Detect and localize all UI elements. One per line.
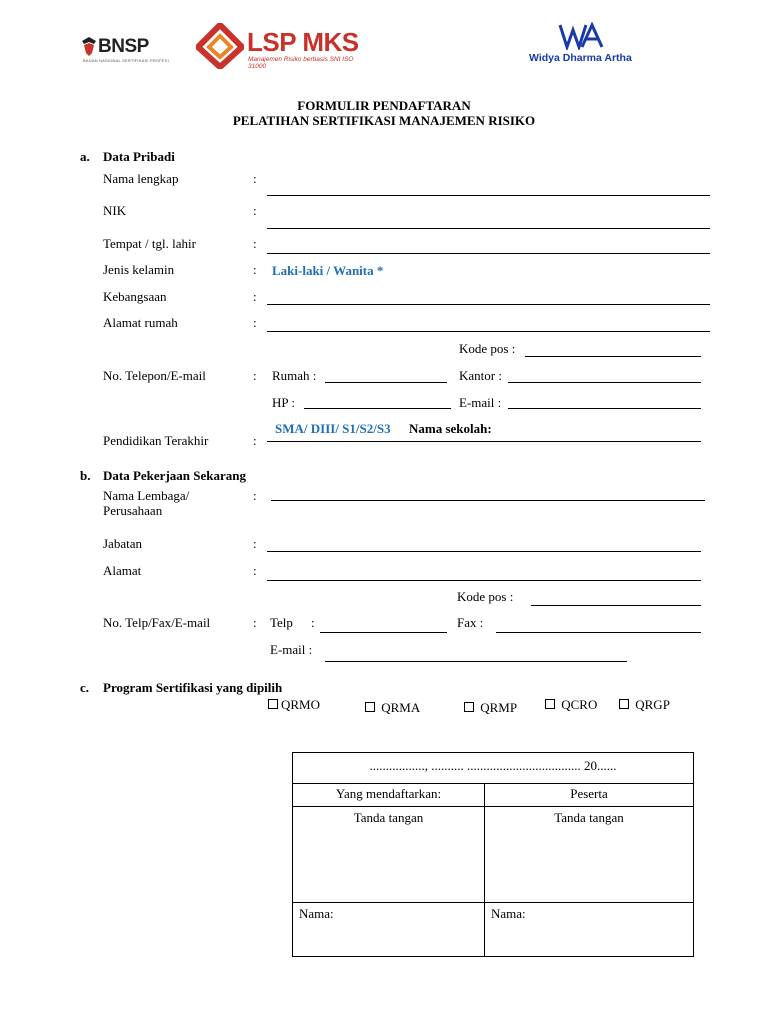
lsp-mks-logo-subtitle: Manajemen Risiko berbasis SNI ISO 31000 — [248, 56, 354, 70]
program-option-label: QRMP — [480, 700, 518, 715]
nama-label: Nama: — [299, 906, 334, 921]
email-field[interactable] — [325, 661, 627, 662]
program-option-qrmo[interactable] — [268, 697, 320, 713]
bnsp-emblem-icon — [80, 35, 98, 57]
section-a-marker: a. — [80, 149, 90, 164]
colon: : — [253, 488, 257, 503]
checkbox-icon — [268, 699, 278, 709]
nik-label: NIK — [103, 203, 127, 218]
tempat-tgl-lahir-field[interactable] — [267, 253, 710, 254]
tanda-tangan-label: Tanda tangan — [554, 810, 624, 825]
colon: : — [253, 368, 257, 383]
checkbox-icon — [619, 699, 629, 709]
wda-logo-text: Widya Dharma Artha — [529, 52, 632, 64]
date-line[interactable]: ................., .......... ................................... 20...... — [293, 753, 694, 784]
program-option-label: QRMA — [381, 700, 421, 715]
email-field[interactable] — [508, 408, 701, 409]
kantor-label: Kantor : — [459, 368, 502, 383]
kode-pos-field[interactable] — [525, 356, 701, 357]
jabatan-field[interactable] — [267, 551, 701, 552]
colon: : — [253, 315, 257, 330]
no-telepon-label: No. Telepon/E-mail — [103, 368, 206, 383]
email-label: E-mail : — [459, 395, 502, 410]
colon: : — [253, 433, 257, 448]
section-a-heading: Data Pribadi — [103, 149, 175, 164]
colon: : — [253, 563, 257, 578]
lsp-mks-logo — [196, 23, 366, 71]
tanda-tangan-label: Tanda tangan — [353, 810, 424, 825]
pendidikan-options[interactable]: SMA/ DIII/ S1/S2/S3 — [275, 421, 391, 436]
checkbox-icon — [464, 702, 474, 712]
form-title-line-1: FORMULIR PENDAFTARAN — [297, 98, 471, 113]
nama-lembaga-field[interactable] — [271, 500, 705, 501]
colon: : — [253, 203, 257, 218]
signature-table — [292, 752, 694, 957]
program-option-qcro[interactable] — [545, 697, 597, 713]
yang-mendaftarkan-header: Yang mendaftarkan: — [293, 784, 485, 807]
colon: : — [253, 236, 257, 251]
bnsp-logo — [80, 33, 176, 67]
left-name-box[interactable] — [293, 903, 485, 957]
jenis-kelamin-options[interactable]: Laki-laki / Wanita * — [272, 263, 384, 278]
nama-lengkap-field[interactable] — [267, 195, 710, 196]
bnsp-logo-subtitle: BADAN NASIONAL SERTIFIKASI PROFESI — [83, 58, 169, 63]
right-signature-box[interactable] — [485, 807, 694, 903]
pendidikan-field[interactable] — [267, 441, 701, 442]
hp-field[interactable] — [304, 408, 451, 409]
colon: : — [253, 615, 257, 630]
lsp-mks-emblem-icon — [196, 23, 244, 69]
kode-pos-field[interactable] — [531, 605, 701, 606]
kode-pos-label: Kode pos : — [457, 589, 514, 604]
rumah-label: Rumah : — [272, 368, 317, 383]
telp-field[interactable] — [320, 632, 447, 633]
program-option-qrgp[interactable] — [619, 697, 670, 713]
kantor-phone-field[interactable] — [508, 382, 701, 383]
no-telp-label: No. Telp/Fax/E-mail — [103, 615, 211, 630]
program-option-label: QCRO — [561, 697, 598, 712]
section-b-heading: Data Pekerjaan Sekarang — [103, 468, 246, 483]
alamat-rumah-field[interactable] — [267, 331, 710, 332]
fax-field[interactable] — [496, 632, 701, 633]
perusahaan-label: Perusahaan — [103, 503, 163, 518]
nama-lembaga-label: Nama Lembaga/ — [103, 488, 190, 503]
form-title-line-2: PELATIHAN SERTIFIKASI MANAJEMEN RISIKO — [232, 113, 536, 128]
program-option-label: QRMO — [281, 697, 321, 712]
program-option-qrma[interactable] — [365, 700, 420, 716]
program-option-label: QRGP — [635, 697, 670, 712]
fax-label: Fax : — [457, 615, 484, 630]
hp-label: HP : — [272, 395, 295, 410]
kebangsaan-field[interactable] — [267, 304, 710, 305]
colon: : — [253, 536, 257, 551]
wda-logo — [524, 22, 649, 72]
jenis-kelamin-label: Jenis kelamin — [103, 262, 175, 277]
rumah-phone-field[interactable] — [325, 382, 447, 383]
section-c-marker: c. — [80, 680, 90, 695]
kode-pos-label: Kode pos : — [459, 341, 516, 356]
bnsp-logo-text: BNSP — [98, 36, 149, 57]
left-signature-box[interactable] — [293, 807, 485, 903]
section-b-marker: b. — [80, 468, 91, 483]
nama-lengkap-label: Nama lengkap — [103, 171, 179, 186]
colon: : — [253, 171, 257, 186]
alamat-field[interactable] — [267, 580, 701, 581]
peserta-header: Peserta — [485, 784, 694, 807]
nik-field[interactable] — [267, 228, 710, 229]
colon: : — [253, 289, 257, 304]
lsp-mks-logo-text: LSP MKS — [247, 27, 359, 57]
alamat-label: Alamat — [103, 563, 142, 578]
tempat-tgl-lahir-label: Tempat / tgl. lahir — [103, 236, 196, 251]
right-name-box[interactable] — [485, 903, 694, 957]
alamat-rumah-label: Alamat rumah — [103, 315, 178, 330]
jabatan-label: Jabatan — [103, 536, 142, 551]
nama-sekolah-label: Nama sekolah: — [409, 421, 492, 436]
checkbox-icon — [365, 702, 375, 712]
pendidikan-label: Pendidikan Terakhir — [103, 433, 209, 448]
nama-label: Nama: — [491, 906, 526, 921]
email-label: E-mail : — [270, 642, 313, 657]
telp-label: Telp — [270, 615, 293, 630]
checkbox-icon — [545, 699, 555, 709]
section-c-heading: Program Sertifikasi yang dipilih — [103, 680, 283, 695]
kebangsaan-label: Kebangsaan — [103, 289, 167, 304]
colon: : — [311, 615, 315, 630]
colon: : — [253, 262, 257, 277]
program-option-qrmp[interactable] — [464, 700, 517, 716]
wda-emblem-icon — [558, 22, 608, 50]
